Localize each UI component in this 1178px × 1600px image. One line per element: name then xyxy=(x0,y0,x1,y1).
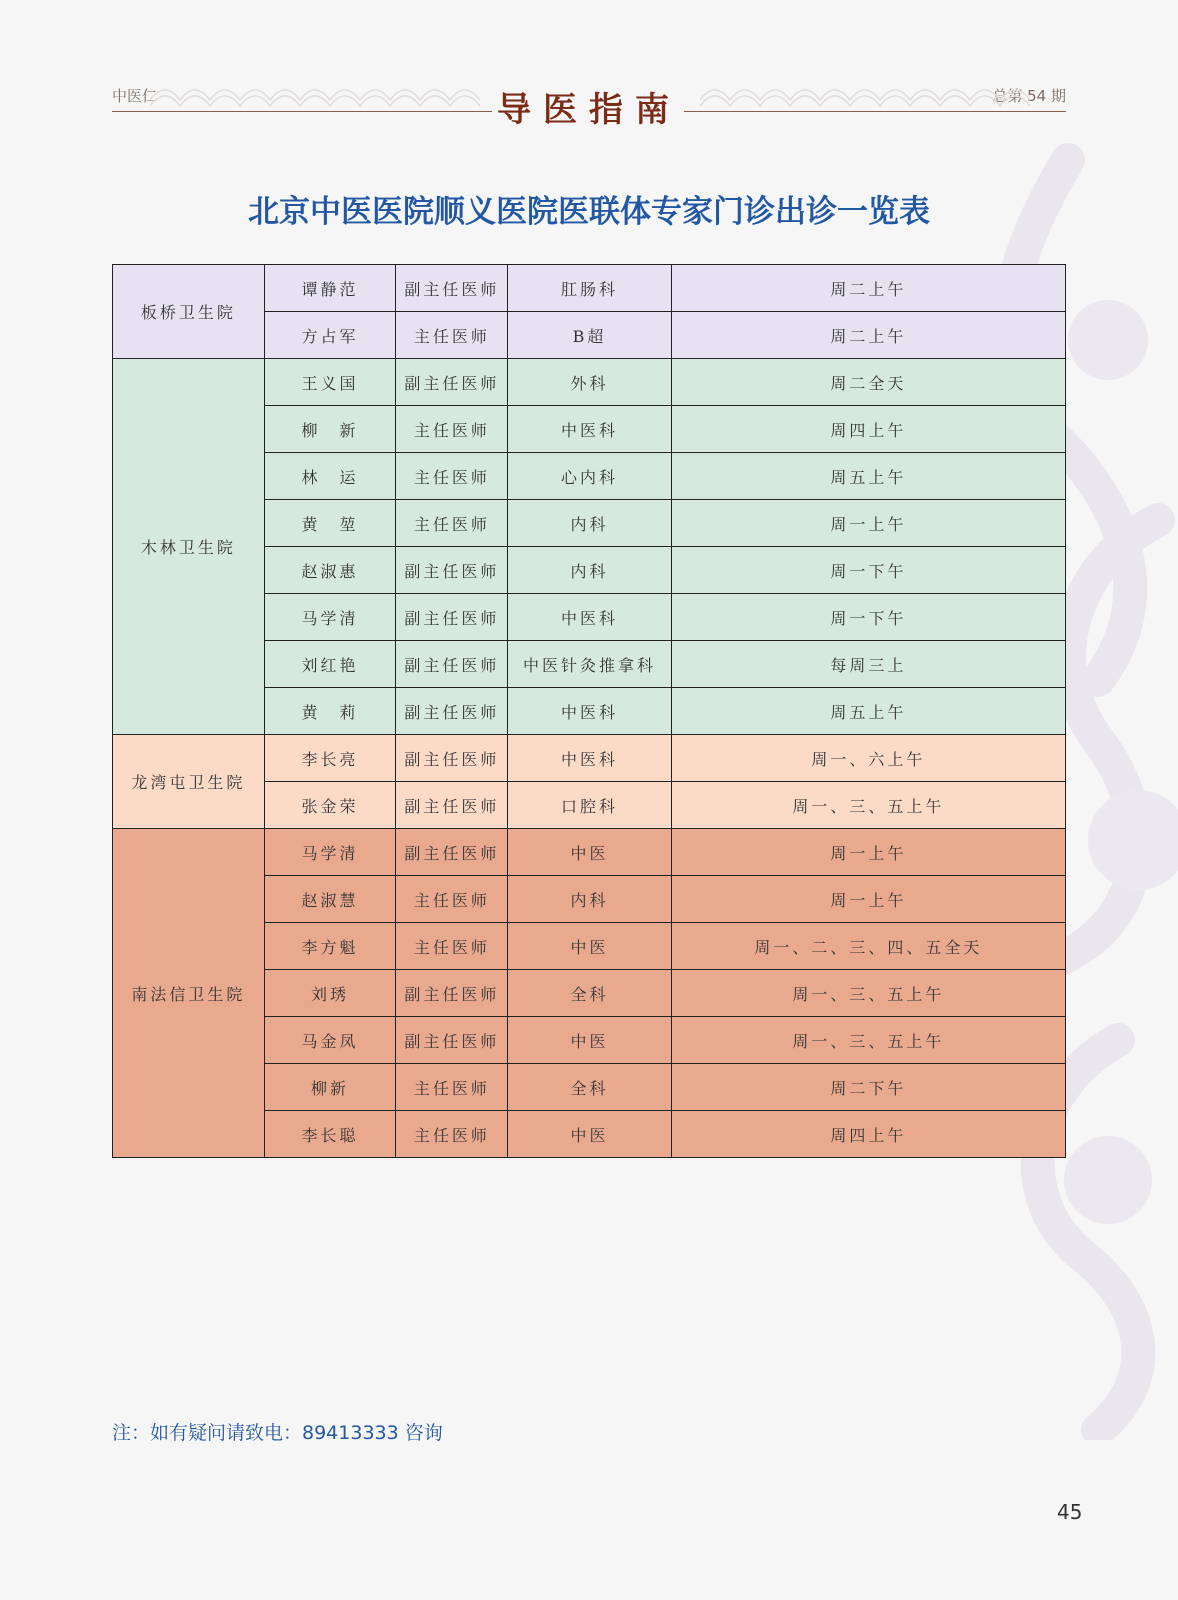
header-rule-left xyxy=(112,111,492,112)
doctor-title-cell: 副主任医师 xyxy=(396,594,508,641)
department-cell: 心内科 xyxy=(508,453,672,500)
doctor-name-cell: 黄 莉 xyxy=(264,688,396,735)
department-cell: 中医 xyxy=(508,1017,672,1064)
doctor-name-cell: 刘红艳 xyxy=(264,641,396,688)
table-row xyxy=(113,359,1066,406)
doctor-title-cell: 副主任医师 xyxy=(396,970,508,1017)
department-cell: 中医针灸推拿科 xyxy=(508,641,672,688)
doctor-title-cell: 副主任医师 xyxy=(396,547,508,594)
table-row xyxy=(113,829,1066,876)
doctor-title-cell: 主任医师 xyxy=(396,312,508,359)
department-cell: 内科 xyxy=(508,547,672,594)
department-cell: 内科 xyxy=(508,500,672,547)
schedule-time-cell: 周一、二、三、四、五全天 xyxy=(671,923,1065,970)
doctor-title-cell: 副主任医师 xyxy=(396,265,508,312)
doctor-title-cell: 副主任医师 xyxy=(396,359,508,406)
doctor-title-cell: 主任医师 xyxy=(396,453,508,500)
doctor-name-cell: 马金凤 xyxy=(264,1017,396,1064)
department-cell: 中医 xyxy=(508,1111,672,1158)
doctor-title-cell: 副主任医师 xyxy=(396,688,508,735)
schedule-time-cell: 周二上午 xyxy=(671,312,1065,359)
schedule-time-cell: 周一下午 xyxy=(671,547,1065,594)
department-cell: 口腔科 xyxy=(508,782,672,829)
schedule-time-cell: 周二上午 xyxy=(671,265,1065,312)
schedule-time-cell: 每周三上 xyxy=(671,641,1065,688)
page-title: 北京中医医院顺义医院医联体专家门诊出诊一览表 xyxy=(248,194,930,230)
schedule-time-cell: 周一上午 xyxy=(671,500,1065,547)
doctor-name-cell: 林 运 xyxy=(264,453,396,500)
hospital-cell: 龙湾屯卫生院 xyxy=(113,735,265,829)
department-cell: 内科 xyxy=(508,876,672,923)
doctor-title-cell: 主任医师 xyxy=(396,1064,508,1111)
doctor-title-cell: 副主任医师 xyxy=(396,735,508,782)
header-wave-ornament xyxy=(700,78,1030,108)
doctor-name-cell: 马学清 xyxy=(264,829,396,876)
department-cell: 肛肠科 xyxy=(508,265,672,312)
department-cell: 中医科 xyxy=(508,594,672,641)
schedule-time-cell: 周二下午 xyxy=(671,1064,1065,1111)
clinic-schedule-table xyxy=(112,264,1066,1158)
department-cell: 全科 xyxy=(508,1064,672,1111)
schedule-time-cell: 周一、三、五上午 xyxy=(671,1017,1065,1064)
doctor-title-cell: 副主任医师 xyxy=(396,641,508,688)
schedule-time-cell: 周一上午 xyxy=(671,876,1065,923)
page-number: 45 xyxy=(1057,1500,1083,1524)
doctor-title-cell: 主任医师 xyxy=(396,923,508,970)
schedule-time-cell: 周一下午 xyxy=(671,594,1065,641)
department-cell: B超 xyxy=(508,312,672,359)
schedule-time-cell: 周一、三、五上午 xyxy=(671,782,1065,829)
schedule-time-cell: 周五上午 xyxy=(671,688,1065,735)
hospital-cell: 板桥卫生院 xyxy=(113,265,265,359)
hospital-cell: 木林卫生院 xyxy=(113,359,265,735)
department-cell: 中医科 xyxy=(508,406,672,453)
doctor-name-cell: 柳 新 xyxy=(264,406,396,453)
doctor-name-cell: 黄 堃 xyxy=(264,500,396,547)
doctor-name-cell: 李长亮 xyxy=(264,735,396,782)
schedule-time-cell: 周四上午 xyxy=(671,1111,1065,1158)
department-cell: 中医 xyxy=(508,829,672,876)
doctor-name-cell: 柳新 xyxy=(264,1064,396,1111)
doctor-name-cell: 马学清 xyxy=(264,594,396,641)
header-wave-ornament xyxy=(150,78,480,108)
doctor-name-cell: 刘琇 xyxy=(264,970,396,1017)
hospital-cell: 南法信卫生院 xyxy=(113,829,265,1158)
department-cell: 中医科 xyxy=(508,735,672,782)
schedule-time-cell: 周一上午 xyxy=(671,829,1065,876)
doctor-name-cell: 李长聪 xyxy=(264,1111,396,1158)
doctor-name-cell: 赵淑慧 xyxy=(264,876,396,923)
doctor-title-cell: 副主任医师 xyxy=(396,782,508,829)
table-row xyxy=(113,265,1066,312)
schedule-time-cell: 周四上午 xyxy=(671,406,1065,453)
doctor-title-cell: 主任医师 xyxy=(396,500,508,547)
department-cell: 全科 xyxy=(508,970,672,1017)
schedule-time-cell: 周二全天 xyxy=(671,359,1065,406)
header-magazine-name: 中医仁 xyxy=(112,87,158,105)
schedule-time-cell: 周一、六上午 xyxy=(671,735,1065,782)
doctor-name-cell: 赵淑惠 xyxy=(264,547,396,594)
doctor-title-cell: 主任医师 xyxy=(396,876,508,923)
section-title: 导医指南 xyxy=(497,90,681,130)
header-issue-number: 总第 54 期 xyxy=(992,87,1066,105)
doctor-name-cell: 李方魁 xyxy=(264,923,396,970)
table-row xyxy=(113,735,1066,782)
schedule-time-cell: 周五上午 xyxy=(671,453,1065,500)
department-cell: 中医科 xyxy=(508,688,672,735)
doctor-title-cell: 主任医师 xyxy=(396,406,508,453)
doctor-name-cell: 方占军 xyxy=(264,312,396,359)
doctor-name-cell: 王义国 xyxy=(264,359,396,406)
department-cell: 中医 xyxy=(508,923,672,970)
header-rule-right xyxy=(684,111,1066,112)
doctor-name-cell: 张金荣 xyxy=(264,782,396,829)
doctor-title-cell: 副主任医师 xyxy=(396,1017,508,1064)
doctor-title-cell: 主任医师 xyxy=(396,1111,508,1158)
department-cell: 外科 xyxy=(508,359,672,406)
doctor-name-cell: 谭静范 xyxy=(264,265,396,312)
schedule-time-cell: 周一、三、五上午 xyxy=(671,970,1065,1017)
contact-note: 注：如有疑问请致电：89413333 咨询 xyxy=(112,1422,443,1444)
doctor-title-cell: 副主任医师 xyxy=(396,829,508,876)
